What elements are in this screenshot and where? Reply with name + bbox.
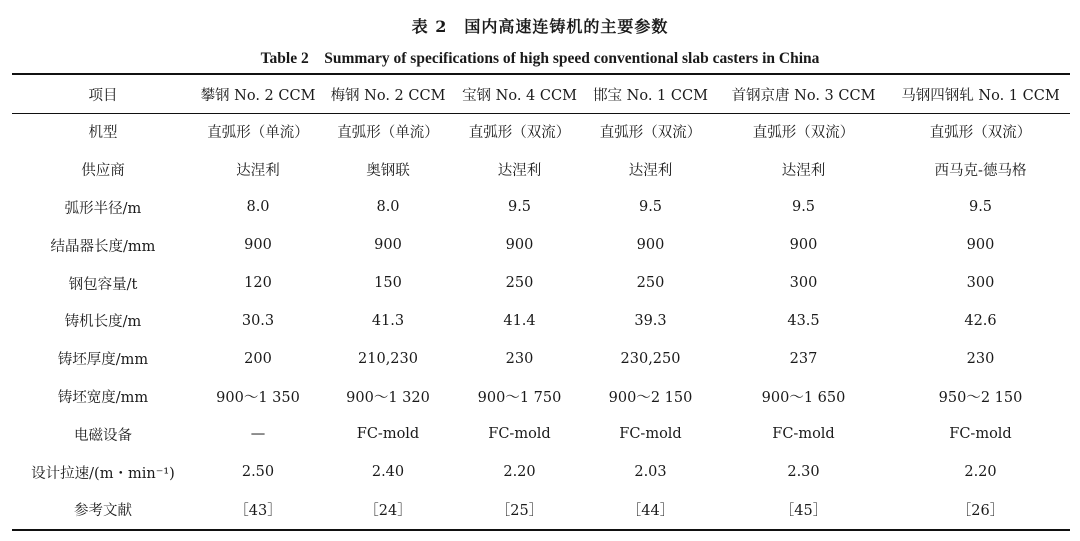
table-cell: 300 xyxy=(789,275,818,292)
table-cell: FC-mold xyxy=(619,426,682,443)
table-row xyxy=(12,340,1070,378)
row-label: 电磁设备 xyxy=(74,427,132,444)
row-label: 铸机长度/m xyxy=(64,314,142,331)
table-cell: 9.5 xyxy=(507,199,532,216)
table-cell: ［44］ xyxy=(626,503,675,520)
table-cell: 达涅利 xyxy=(781,163,826,180)
table-cell: 900 xyxy=(789,237,818,254)
table-cell: FC-mold xyxy=(356,426,420,443)
header-caster: 马钢四钢轧 No. 1 CCM xyxy=(901,87,1060,104)
table-cell: 230,250 xyxy=(620,350,681,367)
table-cell: 30.3 xyxy=(241,312,275,329)
table-row xyxy=(12,415,1070,453)
row-label: 参考文献 xyxy=(74,503,132,520)
table-cell: 300 xyxy=(966,275,995,292)
table-cell: 150 xyxy=(374,275,402,292)
table-row xyxy=(12,378,1070,416)
table-cell: 直弧形（双流） xyxy=(599,125,702,142)
table-header-row xyxy=(12,75,1070,113)
table-cell: 直弧形（单流） xyxy=(337,125,439,142)
header-caster: 首钢京唐 No. 3 CCM xyxy=(731,87,876,104)
table-cell: 41.3 xyxy=(371,312,405,329)
table-row xyxy=(12,189,1070,227)
table-cell: 8.0 xyxy=(376,199,400,216)
row-label: 供应商 xyxy=(81,163,125,180)
table-cell: 41.4 xyxy=(503,312,536,329)
table-cell: 42.6 xyxy=(964,312,997,329)
table-cell: 9.5 xyxy=(638,199,663,216)
table-cell: FC-mold xyxy=(772,426,835,443)
row-label: 铸坯厚度/mm xyxy=(57,352,149,369)
table-cell: 9.5 xyxy=(968,199,993,216)
table-row xyxy=(12,113,1070,151)
row-label: 设计拉速/(m・min⁻¹) xyxy=(31,465,175,482)
table-cell: 9.5 xyxy=(791,199,816,216)
table-cell: FC-mold xyxy=(949,426,1012,443)
header-item: 项目 xyxy=(88,87,118,104)
table-cell: 900 xyxy=(374,237,402,254)
table-row xyxy=(12,453,1070,491)
table-cell: 39.3 xyxy=(634,312,667,329)
table-cell: 950～2 150 xyxy=(938,389,1023,406)
table-cell: 120 xyxy=(244,275,272,292)
table-cell: — xyxy=(250,426,266,443)
table-cell: 900～1 650 xyxy=(761,389,846,406)
table-row xyxy=(12,491,1070,529)
table-row xyxy=(12,151,1070,189)
table-cell: 230 xyxy=(966,350,995,367)
table-cell: ［24］ xyxy=(364,503,412,520)
table-cell: 43.5 xyxy=(787,312,820,329)
table-cell: 230 xyxy=(505,350,534,367)
table-cell: 8.0 xyxy=(246,199,270,216)
table-cell: 直弧形（双流） xyxy=(752,125,855,142)
table-cell: ［43］ xyxy=(234,503,282,520)
table-row xyxy=(12,226,1070,264)
table-row xyxy=(12,302,1070,340)
table-cell: 900 xyxy=(244,237,272,254)
table-cell: 900～2 150 xyxy=(608,389,693,406)
table-cell: 达涅利 xyxy=(236,163,280,180)
table-cell: 2.20 xyxy=(503,464,536,481)
row-label: 弧形半径/m xyxy=(64,200,142,217)
table-cell: ［26］ xyxy=(956,503,1005,520)
table-cell: 2.03 xyxy=(634,464,667,481)
table-cell: 250 xyxy=(505,275,534,292)
table-cell: 直弧形（双流） xyxy=(929,125,1032,142)
table-cell: 900～1 320 xyxy=(346,389,430,406)
header-caster: 邯宝 No. 1 CCM xyxy=(593,87,708,104)
row-label: 机型 xyxy=(88,125,118,142)
row-label: 铸坯宽度/mm xyxy=(57,389,149,406)
specifications-table xyxy=(12,75,1070,529)
table-cell: 200 xyxy=(244,350,272,367)
table-cell: 奥钢联 xyxy=(366,163,410,180)
table-cell: 直弧形（双流） xyxy=(468,125,571,142)
table-cell: ［45］ xyxy=(779,503,828,520)
header-caster: 宝钢 No. 4 CCM xyxy=(462,87,577,104)
table-cell: 达涅利 xyxy=(628,163,673,180)
table-cell: 西马克-德马格 xyxy=(934,163,1027,180)
table-cell: 900～1 350 xyxy=(216,389,300,406)
table-cell: 2.40 xyxy=(371,464,405,481)
table-caption-chinese: 表 2 国内高速连铸机的主要参数 xyxy=(411,17,669,36)
table-cell: 250 xyxy=(636,275,665,292)
header-caster: 梅钢 No. 2 CCM xyxy=(330,87,446,104)
table-cell: 900 xyxy=(505,237,534,254)
table-caption-english: Table 2 Summary of specifications of high speed conventional slab casters in China xyxy=(260,50,820,67)
table-cell: 900～1 750 xyxy=(477,389,562,406)
table-cell: 达涅利 xyxy=(497,163,542,180)
table-cell: 900 xyxy=(966,237,995,254)
table-cell: FC-mold xyxy=(488,426,551,443)
header-caster: 攀钢 No. 2 CCM xyxy=(200,87,316,104)
table-cell: 210,230 xyxy=(358,350,418,367)
row-label: 钢包容量/t xyxy=(68,276,138,293)
table-cell: 237 xyxy=(789,350,818,367)
table-cell: 900 xyxy=(636,237,665,254)
table-cell: 直弧形（单流） xyxy=(207,125,309,142)
table-bottom-rule xyxy=(12,529,1070,531)
table-cell: 2.30 xyxy=(787,464,820,481)
table-cell: 2.20 xyxy=(964,464,997,481)
table-cell: ［25］ xyxy=(495,503,544,520)
table-cell: 2.50 xyxy=(241,464,275,481)
table-row xyxy=(12,264,1070,302)
row-label: 结晶器长度/mm xyxy=(50,238,156,255)
